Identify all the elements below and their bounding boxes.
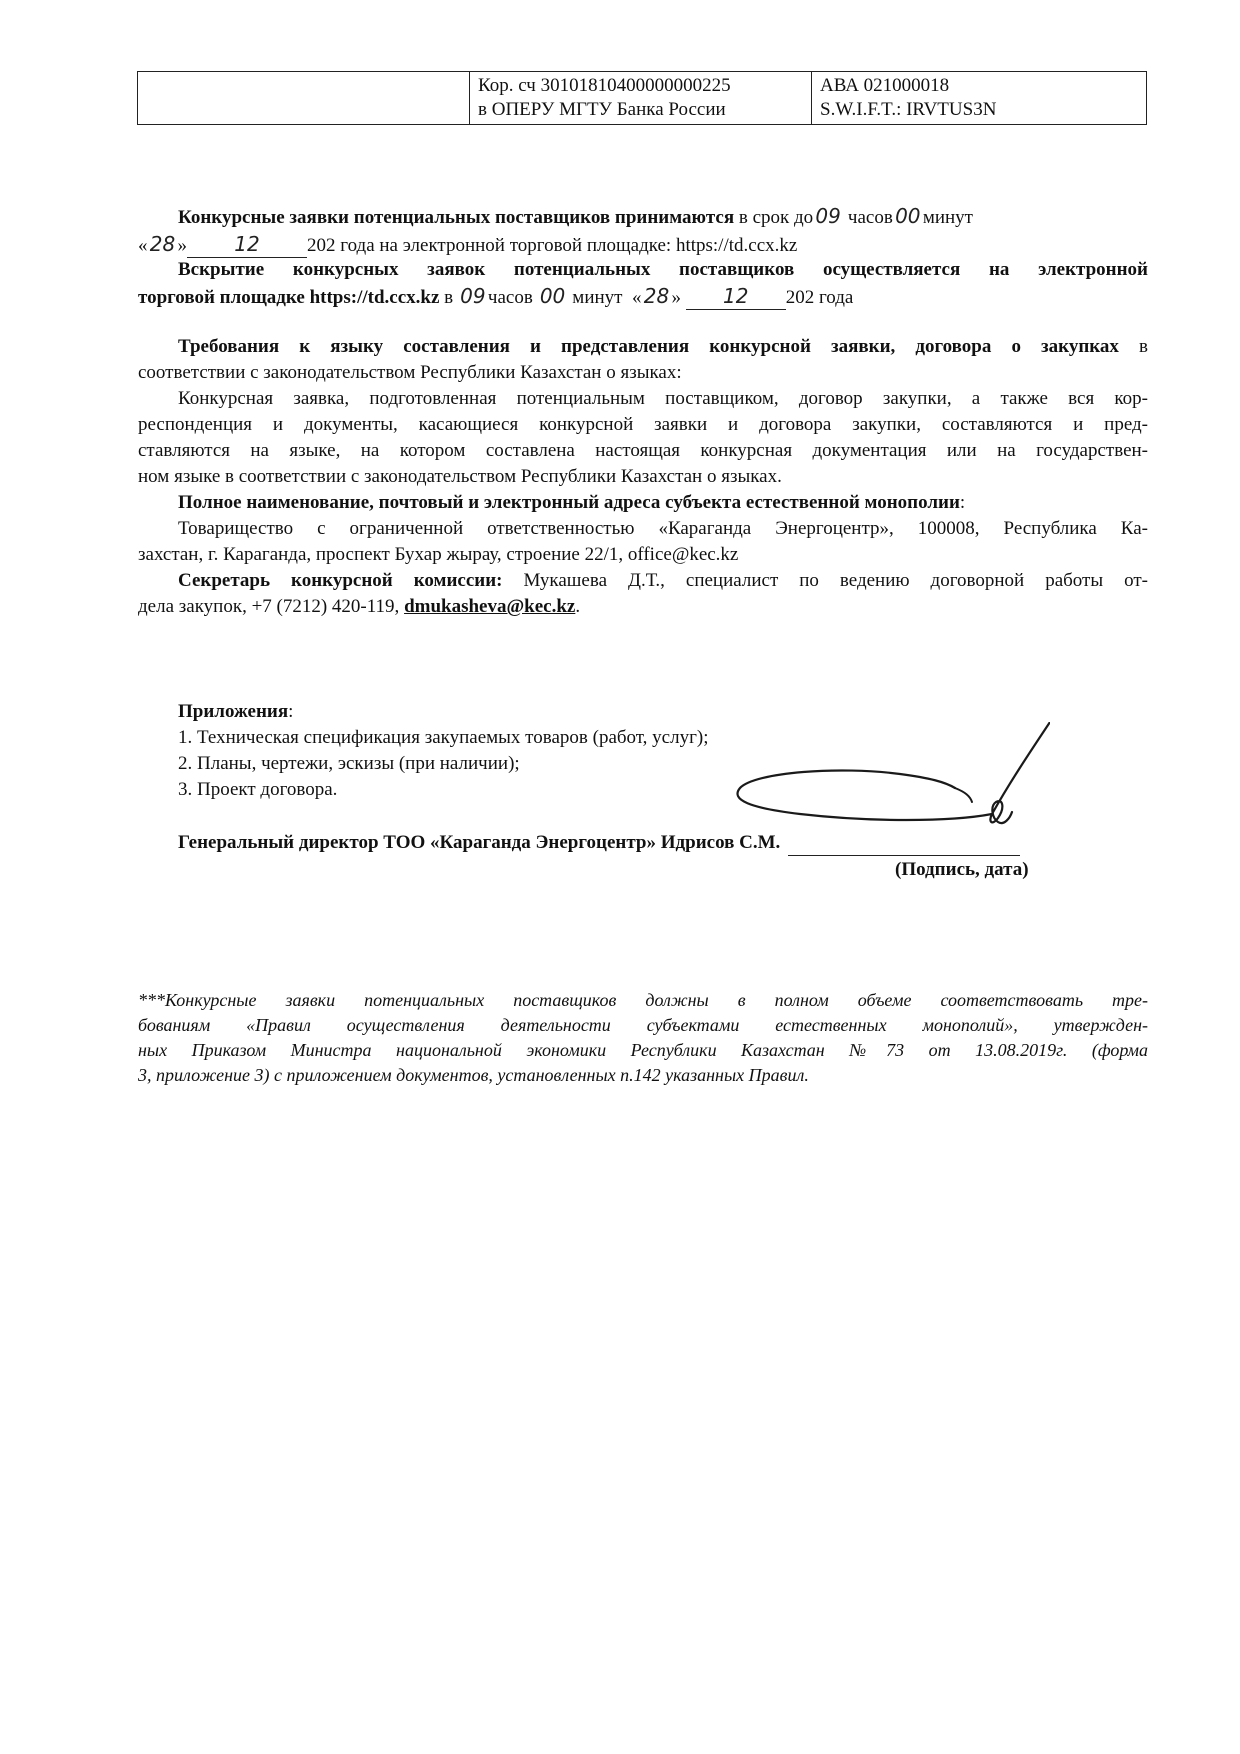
language-para-line-1: Конкурсная заявка, подготовленная потенциальным поставщиком, договор закупки, а также вся кор- (178, 388, 1148, 409)
language-para-line-4: ном языке в соответствии с законодательством Республики Казахстан о языках. (138, 466, 782, 487)
bank-cell-correspondent (470, 72, 812, 125)
opening-minutes-handwritten: 00 (539, 284, 566, 308)
address-colon: : (959, 492, 966, 513)
secretary-phone: дела закупок, +7 (7212) 420-119, (138, 596, 405, 617)
language-lead: Требования к языку составления и представления конкурсной заявки, договора о закупках (178, 336, 1119, 357)
footnote-line-3: ных Приказом Министра национальной экономики Республики Казахстан №73 от 13.08.2019г. (форма (138, 1040, 1148, 1060)
attachments-title-colon: : (288, 701, 294, 722)
language-para-line-2: респонденция и документы, касающиеся конкурсной заявки и договора закупки, составляются и пред- (138, 414, 1148, 435)
secretary-line-1 (138, 568, 1148, 594)
signature-line (788, 855, 1020, 856)
secretary-line-2 (138, 594, 1148, 620)
footnote-line-4: 3, приложение 3) с приложением документов, установленных п.142 указанных Правил. (138, 1065, 809, 1085)
address-line-1: Товарищество с ограниченной ответственностью «Караганда Энергоцентр», 100008, Республика Ка- (178, 518, 1148, 539)
address-section (138, 490, 1148, 568)
language-para-line-3: ставляются на языке, на котором составлена настоящая конкурсная документация или на государствен- (138, 440, 1148, 461)
footnote (138, 988, 1148, 1088)
opening-word-v: в (439, 287, 458, 308)
opening-platform: торговой площадке https://td.ccx.kz (138, 287, 440, 308)
bank-cell-codes (812, 72, 1147, 125)
director-caption-wrap (895, 857, 1095, 883)
opening-minutes-word: минут (572, 287, 623, 308)
handwritten-signature (730, 722, 1050, 832)
opening-quote-close: » (671, 287, 681, 308)
submission-quote-close: » (177, 235, 187, 256)
opening-month-handwritten: 12 (686, 283, 786, 310)
opening-hours-handwritten: 09 (460, 284, 486, 308)
submission-suffix: года на электронной торговой площадке: https://td.ccx.kz (335, 235, 798, 256)
footnote-line-2: бованиям «Правил осуществления деятельности субъектами естественных монополий», утвержден- (138, 1015, 1148, 1035)
director-title: Генеральный директор ТОО «Караганда Энергоцентр» Идрисов С.М. (178, 832, 781, 853)
opening-line-2 (138, 283, 1148, 311)
language-line-2: соответствии с законодательством Республики Казахстан о языках: (138, 362, 682, 383)
director-line (178, 830, 1148, 856)
submission-year: 202 (307, 235, 336, 256)
submission-minutes-handwritten: 00 (895, 204, 921, 228)
attachment-item-2: 2. Планы, чертежи, эскизы (при наличии); (178, 753, 520, 774)
opening-paragraph (138, 257, 1148, 311)
secretary-period: . (575, 596, 581, 617)
bank-details-row (138, 72, 1147, 125)
submission-month-handwritten: 12 (187, 231, 307, 258)
attachments-title-text: Приложения (178, 701, 289, 722)
aba-code: АВА 021000018 (820, 75, 950, 96)
opening-year: 202 (785, 287, 815, 308)
submission-line-2 (138, 231, 1148, 259)
submission-hours-word: часов (847, 207, 893, 228)
opening-suffix: года (818, 287, 854, 308)
bank-details-table (137, 71, 1147, 125)
submission-day-handwritten: 28 (149, 232, 176, 256)
address-line-2: захстан, г. Караганда, проспект Бухар жырау, строение 22/1, office@kec.kz (138, 544, 739, 565)
swift-code: S.W.I.F.T.: IRVTUS3N (820, 99, 997, 120)
language-section (138, 334, 1148, 490)
correspondent-account: Кор. сч 30101810400000000225 (478, 75, 731, 96)
attachment-item-3: 3. Проект договора. (178, 779, 338, 800)
address-heading (138, 490, 1148, 516)
opening-quote-open: « (631, 287, 642, 308)
submission-line-1 (138, 203, 1148, 231)
address-lead: Полное наименование, почтовый и электронный адреса субъекта естественной монополии (178, 492, 960, 513)
attachment-item-1: 1. Техническая спецификация закупаемых товаров (работ, услуг); (178, 727, 709, 748)
secretary-email-link[interactable]: dmukasheva@kec.kz (404, 596, 576, 617)
language-line-1 (138, 334, 1148, 360)
language-lead-tail: в (1118, 336, 1148, 357)
opening-line-1 (138, 257, 1148, 283)
submission-lead: Конкурсные заявки потенциальных поставщиков принимаются (178, 207, 735, 228)
submission-deadline-prefix: в срок до (734, 207, 814, 228)
submission-hours-handwritten: 09 (815, 204, 841, 228)
secretary-lead: Секретарь конкурсной комиссии: (178, 570, 503, 591)
opening-lead: Вскрытие конкурсных заявок потенциальных поставщиков осуществляется на электронной (178, 259, 1148, 280)
bank-cell-empty (138, 72, 470, 125)
submission-minutes-word: минут (922, 207, 973, 228)
signature-caption: (Подпись, дата) (895, 859, 1029, 880)
submission-paragraph (138, 203, 1148, 259)
opening-hours-word: часов (487, 287, 533, 308)
secretary-section (138, 568, 1148, 620)
secretary-details: Мукашева Д.Т., специалист по ведению договорной работы от- (502, 570, 1148, 591)
footnote-line-1: ***Конкурсные заявки потенциальных поставщиков должны в полном объеме соответствовать тре- (138, 990, 1148, 1010)
correspondent-bank: в ОПЕРУ МГТУ Банка России (478, 99, 726, 120)
opening-day-handwritten: 28 (643, 284, 670, 308)
submission-quote-open: « (138, 235, 148, 256)
